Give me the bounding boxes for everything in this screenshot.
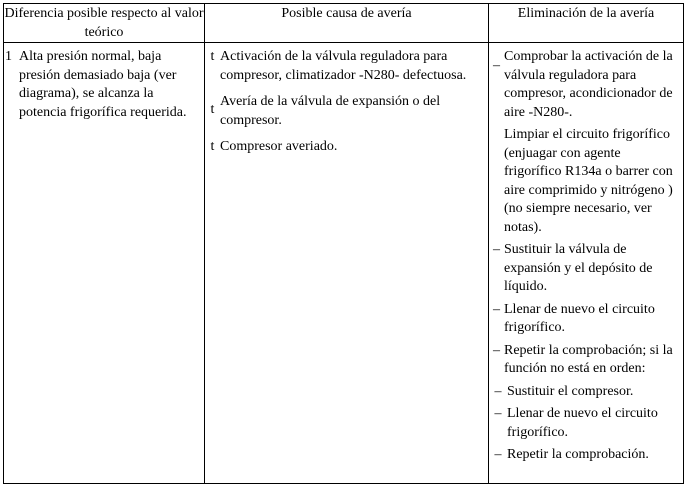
- deviation-cell: [4, 43, 205, 484]
- dash-marker: –: [494, 383, 502, 399]
- remedy-text: Repetir la comprobación; si la función no está en orden:: [504, 342, 673, 376]
- list-number: 1: [5, 49, 12, 64]
- table-row: [4, 43, 684, 484]
- list-item: [489, 241, 677, 297]
- list-item: [489, 405, 677, 442]
- list-item: [489, 301, 677, 338]
- header-cause: Posible causa de avería: [205, 4, 489, 43]
- remedy-text: Sustituir la válvula de expansión y el depósito de líquido.: [504, 242, 653, 294]
- cause-text: Compresor averiado.: [220, 139, 338, 154]
- dash-marker: –: [494, 406, 502, 421]
- dash-marker: –: [493, 342, 500, 358]
- list-item: [489, 126, 677, 237]
- list-item: [489, 383, 677, 402]
- list-item: [4, 48, 200, 122]
- deviation-text: Alta presión normal, baja presión demasiado baja (ver diagrama), se alcanza la potencia frigorífica requerida.: [19, 49, 187, 120]
- remedy-text: Llenar de nuevo el circuito frigorífico.: [504, 301, 655, 335]
- list-item: [489, 48, 677, 122]
- header-remedy: Eliminación de la avería: [489, 4, 684, 43]
- dash-marker: –: [493, 242, 500, 257]
- bullet-marker: t: [210, 139, 215, 154]
- list-item: [489, 446, 677, 465]
- remedy-text: Limpiar el circuito frigorífico (enjuagar con agente frigorífico R134a o barrer con aire comprimido y nitrógeno ) (no siempre necesario, ver notas).: [504, 127, 673, 235]
- list-item: [205, 138, 484, 157]
- remedy-text: Repetir la comprobación.: [507, 447, 649, 462]
- list-item: [205, 93, 484, 130]
- bullet-marker: t: [210, 102, 215, 117]
- list-item: [489, 342, 677, 379]
- list-item: [205, 48, 484, 85]
- dash-marker: –: [493, 301, 500, 317]
- cause-text: Avería de la válvula de expansión o del compresor.: [220, 94, 441, 128]
- remedy-text: Comprobar la activación de la válvula reguladora para compresor, acondicionador de aire -N280-.: [504, 49, 673, 120]
- remedy-text: Llenar de nuevo el circuito frigorífico.: [507, 406, 658, 440]
- bullet-marker: t: [210, 49, 215, 64]
- cause-cell: [205, 43, 489, 484]
- dash-marker: –: [493, 58, 500, 73]
- header-row: [4, 4, 684, 43]
- cause-text: Activación de la válvula reguladora para compresor, climatizador -N280- defectuosa.: [220, 49, 467, 83]
- dash-marker: –: [494, 447, 502, 462]
- remedy-cell: [489, 43, 684, 484]
- diagnosis-table: [3, 3, 684, 484]
- header-deviation: Diferencia posible respecto al valor teórico: [4, 4, 205, 43]
- remedy-text: Sustituir el compresor.: [507, 383, 634, 399]
